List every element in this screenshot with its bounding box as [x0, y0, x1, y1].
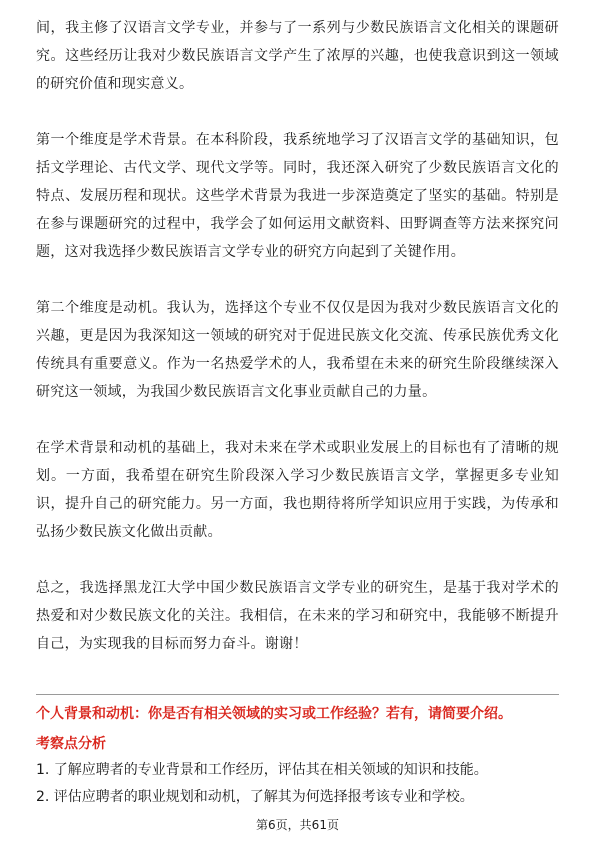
body-paragraph-5: 总之，我选择黑龙江大学中国少数民族语言文学专业的研究生，是基于我对学术的热爱和对少数民族文化的关注。我相信，在未来的学习和研究中，我能够不断提升自己，为实现我的目标而努力奋斗。谢谢！	[36, 580, 559, 652]
section-divider	[36, 694, 559, 695]
answer-body	[36, 14, 559, 658]
question-heading: 个人背景和动机：你是否有相关领域的实习或工作经验？若有，请简要介绍。	[36, 706, 512, 722]
body-paragraph-1: 间，我主修了汉语言文学专业，并参与了一系列与少数民族语言文化相关的课题研究。这些经历让我对少数民族语言文学产生了浓厚的兴趣，也使我意识到这一领域的研究价值和现实意义。	[36, 20, 559, 92]
list-item: 1. 了解应聘者的专业背景和工作经历，评估其在相关领域的知识和技能。	[36, 762, 488, 778]
body-paragraph-4: 在学术背景和动机的基础上，我对未来在学术或职业发展上的目标也有了清晰的规划。一方面，我希望在研究生阶段深入学习少数民族语言文学，掌握更多专业知识，提升自己的研究能力。另一方面，我也期待将所学知识应用于实践，为传承和弘扬少数民族文化做出贡献。	[36, 440, 559, 540]
body-paragraph-2: 第一个维度是学术背景。在本科阶段，我系统地学习了汉语言文学的基础知识，包括文学理论、古代文学、现代文学等。同时，我还深入研究了少数民族语言文化的特点、发展历程和现状。这些学术背景为我进一步深造奠定了坚实的基础。特别是在参与课题研究的过程中，我学会了如何运用文献资料、田野调查等方法来探究问题，这对我选择少数民族语言文学专业的研究方向起到了关键作用。	[36, 132, 559, 260]
analysis-list	[36, 757, 559, 811]
list-item: 2. 评估应聘者的职业规划和动机，了解其为何选择报考该专业和学校。	[36, 789, 474, 805]
paragraph-gap	[36, 266, 559, 294]
paragraph-gap	[36, 98, 559, 126]
page-number: 第6页，共61页	[256, 818, 339, 832]
paragraph-gap	[36, 406, 559, 434]
body-paragraph-3: 第二个维度是动机。我认为，选择这个专业不仅仅是因为我对少数民族语言文化的兴趣，更是因为我深知这一领域的研究对于促进民族文化交流、传承民族优秀文化传统具有重要意义。作为一名热爱学术的人，我希望在未来的研究生阶段继续深入研究这一领域，为我国少数民族语言文化事业贡献自己的力量。	[36, 300, 559, 400]
analysis-heading: 考察点分析	[36, 736, 106, 752]
paragraph-gap	[36, 546, 559, 574]
